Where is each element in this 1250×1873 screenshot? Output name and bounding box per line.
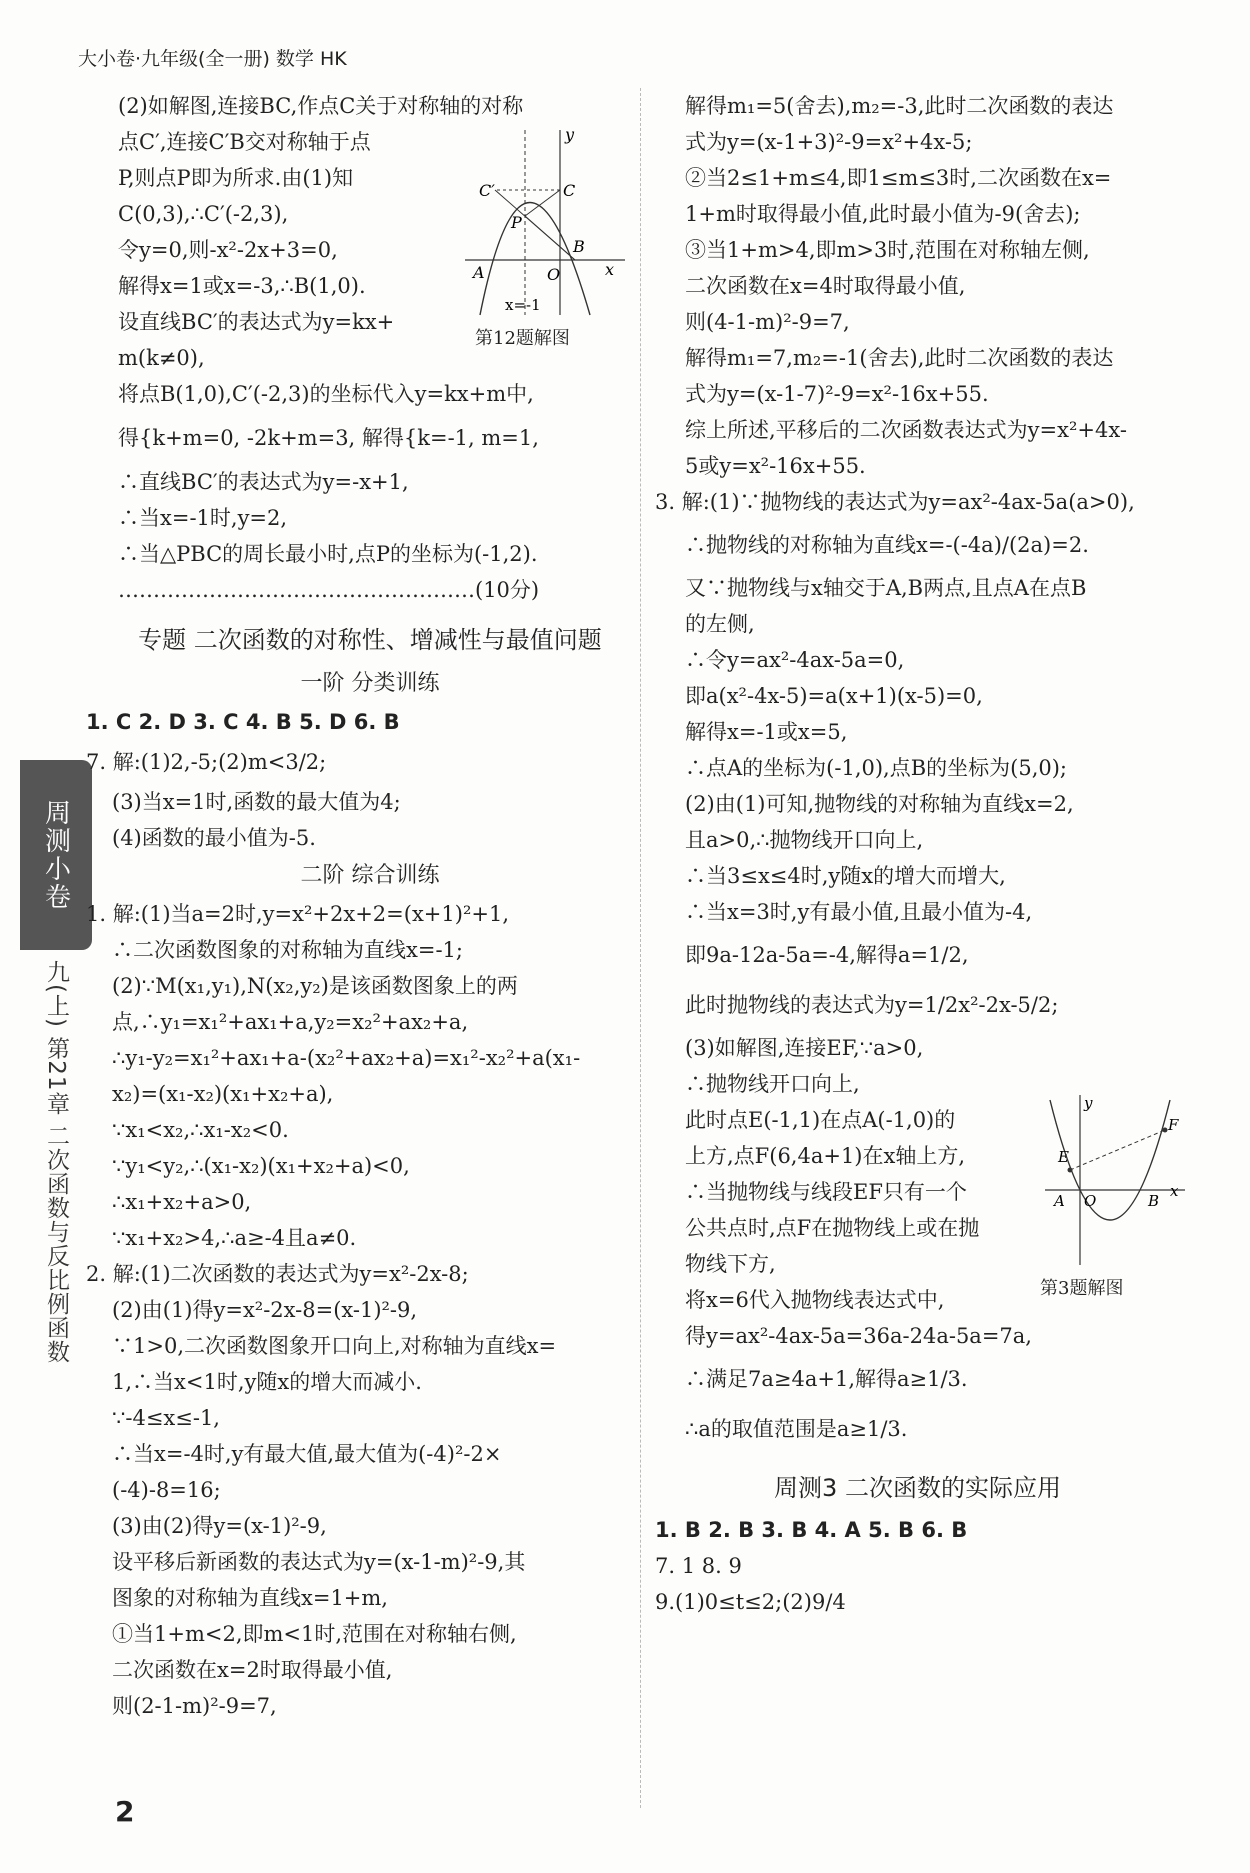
text-line: (3)当x=1时,函数的最大值为4; [112, 790, 401, 814]
svg-text:O: O [547, 265, 561, 284]
chapter-label: 九(上) 第21章 二次函数与反比例函数 [43, 960, 69, 1364]
text-line: (2)由(1)可知,抛物线的对称轴为直线x=2, [685, 792, 1074, 816]
figure-q12 [455, 120, 635, 350]
text-line: 解得x=-1或x=5, [685, 720, 848, 744]
text-line: 又∵抛物线与x轴交于A,B两点,且点A在点B [685, 576, 1087, 600]
svg-text:P: P [511, 213, 522, 232]
text-line: (2)由(1)得y=x²-2x-8=(x-1)²-9, [112, 1298, 418, 1322]
q2-continued [655, 88, 1180, 484]
svg-text:B: B [1148, 1192, 1160, 1210]
text-line: 综上所述,平移后的二次函数表达式为y=x²+4x- [685, 418, 1127, 442]
text-line: 二次函数在x=4时取得最小值, [685, 274, 966, 298]
svg-text:F: F [1168, 1116, 1179, 1134]
text-line: C(0,3),∴C′(-2,3), [118, 202, 289, 226]
text-line: 令y=0,则-x²-2x+3=0, [118, 238, 338, 262]
text-line: (2)∵M(x₁,y₁),N(x₂,y₂)是该函数图象上的两 [112, 974, 518, 998]
text-line: 解得m₁=7,m₂=-1(舍去),此时二次函数的表达 [685, 346, 1114, 370]
q7 [86, 740, 640, 856]
parabola-diagram-q3 [1040, 1090, 1190, 1270]
text-line: 即9a-12a-5a=-4,解得a=1/2, [685, 943, 969, 967]
text-line: ∵1>0,二次函数图象开口向上,对称轴为直线x= [112, 1334, 557, 1358]
text-line: 点C′,连接C′B交对称轴于点 [118, 130, 371, 154]
figure-caption: 第3题解图 [1040, 1278, 1124, 1299]
text-line: 则(2-1-m)²-9=7, [112, 1694, 277, 1718]
text-line: ∴a的取值范围是a≥1/3. [685, 1417, 908, 1441]
stage1-title: 一阶 分类训练 [300, 671, 440, 696]
svg-text:B: B [573, 237, 585, 256]
text-line: ∴当抛物线与线段EF只有一个 [685, 1180, 967, 1204]
text-line: (3)如解图,连接EF,∵a>0, [685, 1036, 924, 1060]
text-line: ∴当△PBC的周长最小时,点P的坐标为(-1,2). [118, 542, 538, 566]
weekly-title: 周测3 二次函数的实际应用 [774, 1474, 1061, 1502]
text-line: 将点B(1,0),C′(-2,3)的坐标代入y=kx+m中, [118, 382, 534, 406]
text-line: (2)如解图,连接BC,作点C关于对称轴的对称 [118, 94, 524, 118]
text-line: ∴当x=-1时,y=2, [118, 506, 288, 530]
text-line: 3. 解:(1)∵抛物线的表达式为y=ax²-4ax-5a(a>0), [655, 490, 1135, 514]
text-line: (3)由(2)得y=(x-1)²-9, [112, 1514, 327, 1538]
text-line: ∴令y=ax²-4ax-5a=0, [685, 648, 905, 672]
weekly-answers-7-8: 7. 1 8. 9 [655, 1554, 742, 1578]
text-line: ∵y₁<y₂,∴(x₁-x₂)(x₁+x₂+a)<0, [112, 1154, 410, 1178]
text-line: 则(4-1-m)²-9=7, [685, 310, 850, 334]
text-line: ∴抛物线开口向上, [685, 1072, 860, 1096]
text-line: ∴抛物线的对称轴为直线x=-(-4a)/(2a)=2. [685, 533, 1089, 557]
text-line: P,则点P即为所求.由(1)知 [118, 166, 354, 190]
text-line: 此时点E(-1,1)在点A(-1,0)的 [685, 1108, 956, 1132]
weekly-answers: 1. B 2. B 3. B 4. A 5. B 6. B [655, 1518, 968, 1542]
text-line: 将x=6代入抛物线表达式中, [685, 1288, 945, 1312]
text-line: 上方,点F(6,4a+1)在x轴上方, [685, 1144, 966, 1168]
text-line: ①当1+m<2,即m<1时,范围在对称轴右侧, [112, 1622, 517, 1646]
text-line: 即a(x²-4x-5)=a(x+1)(x-5)=0, [685, 684, 983, 708]
stage1-answers: 1. C 2. D 3. C 4. B 5. D 6. B [86, 710, 400, 734]
text-line: 1+m时取得最小值,此时最小值为-9(舍去); [685, 202, 1081, 226]
text-line: 解得x=1或x=-3,∴B(1,0). [118, 274, 366, 298]
text-line: 设平移后新函数的表达式为y=(x-1-m)²-9,其 [112, 1550, 526, 1574]
text-line: ∴y₁-y₂=x₁²+ax₁+a-(x₂²+ax₂+a)=x₁²-x₂²+a(x₁- [112, 1046, 581, 1070]
text-line: (-4)-8=16; [112, 1478, 221, 1502]
svg-text:C′: C′ [479, 181, 495, 200]
text-line: x₂)=(x₁-x₂)(x₁+x₂+a), [112, 1082, 334, 1106]
text-line: 二次函数在x=2时取得最小值, [112, 1658, 393, 1682]
text-line: 得{k+m=0, -2k+m=3, 解得{k=-1, m=1, [118, 426, 539, 450]
text-line: ∴直线BC′的表达式为y=-x+1, [118, 470, 409, 494]
text-line: 式为y=(x-1+3)²-9=x²+4x-5; [685, 130, 973, 154]
svg-text:A: A [473, 263, 485, 282]
text-line: 式为y=(x-1-7)²-9=x²-16x+55. [685, 382, 989, 406]
text-line: ∴二次函数图象的对称轴为直线x=-1; [112, 938, 463, 962]
page-header: 大小卷·九年级(全一册) 数学 HK [78, 48, 347, 70]
text-line: 此时抛物线的表达式为y=1/2x²-2x-5/2; [685, 993, 1059, 1017]
page-number: 2 [115, 1795, 135, 1828]
svg-text:y: y [1084, 1094, 1093, 1112]
svg-text:E: E [1058, 1148, 1069, 1166]
svg-text:C: C [563, 181, 576, 200]
text-line: ∴x₁+x₂+a>0, [112, 1190, 252, 1214]
text-line: ③当1+m>4,即m>3时,范围在对称轴左侧, [685, 238, 1090, 262]
text-line: ∵x₁<x₂,∴x₁-x₂<0. [112, 1118, 289, 1142]
right-column [655, 88, 1180, 1620]
weekly-answer-9: 9.(1)0≤t≤2;(2)9/4 [655, 1590, 846, 1614]
stage2-title: 二阶 综合训练 [300, 863, 440, 888]
text-line: 得y=ax²-4ax-5a=36a-24a-5a=7a, [685, 1324, 1032, 1348]
svg-text:y: y [565, 125, 575, 144]
text-line: 且a>0,∴抛物线开口向上, [685, 828, 924, 852]
svg-text:x: x [605, 260, 615, 279]
svg-text:O: O [1084, 1192, 1097, 1210]
text-line: ∴满足7a≥4a+1,解得a≥1/3. [685, 1367, 968, 1391]
text-line: ②当2≤1+m≤4,即1≤m≤3时,二次函数在x= [685, 166, 1112, 190]
text-line: 2. 解:(1)二次函数的表达式为y=x²-2x-8; [86, 1262, 469, 1286]
text-line: 1,∴当x<1时,y随x的增大而减小. [112, 1370, 422, 1394]
figure-q3 [1040, 1090, 1190, 1300]
figure-caption: 第12题解图 [475, 328, 570, 349]
text-line: ……………………………………………(10分) [118, 578, 540, 602]
q3 [655, 484, 1180, 1454]
column-divider [640, 88, 641, 1808]
text-line: ∵-4≤x≤-1, [112, 1406, 220, 1430]
text-line: ∴点A的坐标为(-1,0),点B的坐标为(5,0); [685, 756, 1068, 780]
text-line: 5或y=x²-16x+55. [685, 454, 866, 478]
text-line: m(k≠0), [118, 346, 205, 370]
text-line: 图象的对称轴为直线x=1+m, [112, 1586, 388, 1610]
text-line: ∵x₁+x₂>4,∴a≥-4且a≠0. [112, 1226, 357, 1250]
text-line: (4)函数的最小值为-5. [112, 826, 316, 850]
text-line: ∴当3≤x≤4时,y随x的增大而增大, [685, 864, 1006, 888]
text-line: 的左侧, [685, 612, 755, 636]
text-line: 物线下方, [685, 1252, 776, 1276]
text-line: 解得m₁=5(舍去),m₂=-3,此时二次函数的表达 [685, 94, 1114, 118]
text-line: 设直线BC′的表达式为y=kx+ [118, 310, 395, 334]
q1 [86, 896, 640, 1256]
q2 [86, 1256, 640, 1724]
text-line: ∴当x=-4时,y有最大值,最大值为(-4)²-2× [112, 1442, 502, 1466]
text-line: 公共点时,点F在抛物线上或在抛 [685, 1216, 980, 1240]
section-title: 专题 二次函数的对称性、增减性与最值问题 [138, 626, 602, 654]
text-line: 1. 解:(1)当a=2时,y=x²+2x+2=(x+1)²+1, [86, 902, 509, 926]
text-line: 7. 解:(1)2,-5;(2)m<3/2; [86, 750, 327, 774]
svg-text:A: A [1054, 1192, 1065, 1210]
text-line: 点,∴y₁=x₁²+ax₁+a,y₂=x₂²+ax₂+a, [112, 1010, 469, 1034]
svg-text:x=-1: x=-1 [505, 296, 541, 314]
text-line: ∴当x=3时,y有最小值,且最小值为-4, [685, 900, 1033, 924]
parabola-diagram [455, 120, 635, 320]
side-tab: 周测小卷 [20, 760, 92, 950]
svg-text:x: x [1170, 1182, 1179, 1200]
